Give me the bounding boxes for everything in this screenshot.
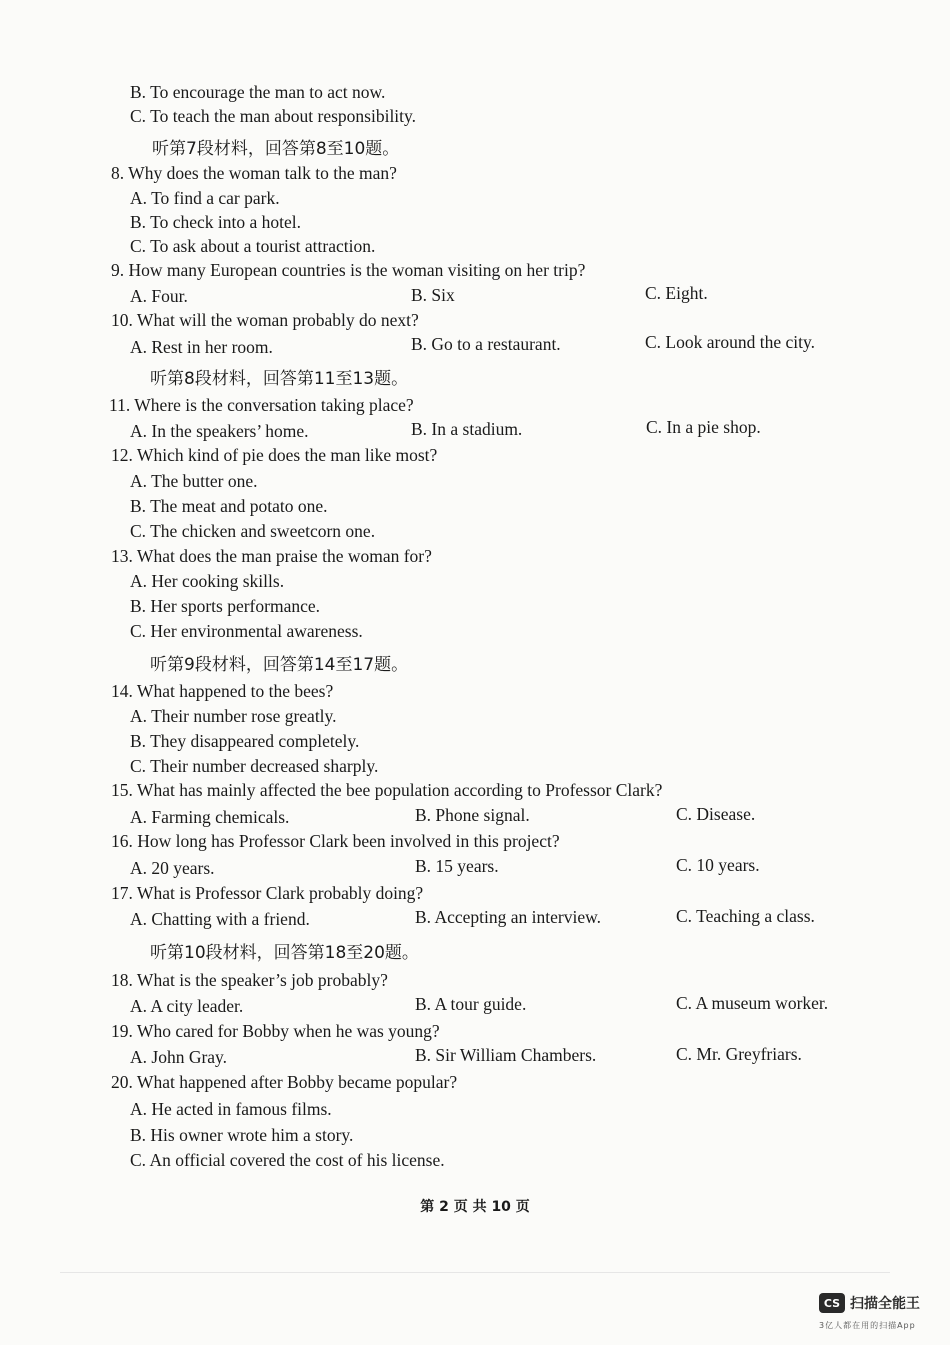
q9-option-a: A. Four. bbox=[130, 286, 188, 306]
q10-option-a: A. Rest in her room. bbox=[130, 337, 273, 357]
q8-option-a: A. To find a car park. bbox=[130, 188, 280, 208]
q20-stem: 20. What happened after Bobby became popular? bbox=[111, 1072, 458, 1092]
q17-stem: 17. What is Professor Clark probably doing? bbox=[111, 883, 424, 903]
q9-option-b: B. Six bbox=[411, 285, 455, 305]
scanner-watermark-logo bbox=[819, 1293, 920, 1313]
q11-option-c: C. In a pie shop. bbox=[646, 417, 761, 437]
section-9-heading: 听第9段材料，回答第14至17题。 bbox=[150, 655, 409, 675]
q8-option-c: C. To ask about a tourist attraction. bbox=[130, 236, 376, 256]
q12-option-b: B. The meat and potato one. bbox=[130, 496, 328, 516]
q12-option-a: A. The butter one. bbox=[130, 471, 258, 491]
q18-stem: 18. What is the speaker’s job probably? bbox=[111, 970, 388, 990]
q17-option-c: C. Teaching a class. bbox=[676, 906, 815, 926]
q11-stem: 11. Where is the conversation taking place? bbox=[109, 395, 414, 415]
page-number: 第 2 页 共 10 页 bbox=[420, 1199, 530, 1215]
q12-stem: 12. Which kind of pie does the man like most? bbox=[111, 445, 438, 465]
q16-option-b: B. 15 years. bbox=[415, 856, 499, 876]
q9-option-c: C. Eight. bbox=[645, 283, 708, 303]
q16-option-c: C. 10 years. bbox=[676, 855, 760, 875]
footer-divider bbox=[60, 1272, 890, 1273]
section-10-heading: 听第10段材料，回答第18至20题。 bbox=[150, 943, 419, 963]
q14-option-b: B. They disappeared completely. bbox=[130, 731, 360, 751]
q8-stem: 8. Why does the woman talk to the man? bbox=[111, 163, 397, 183]
section-7-heading: 听第7段材料，回答第8至10题。 bbox=[152, 139, 400, 159]
q20-option-c: C. An official covered the cost of his license. bbox=[130, 1150, 445, 1170]
q7-option-c: C. To teach the man about responsibility. bbox=[130, 106, 417, 126]
q19-option-c: C. Mr. Greyfriars. bbox=[676, 1044, 802, 1064]
q20-option-a: A. He acted in famous films. bbox=[130, 1099, 332, 1119]
q7-option-b: B. To encourage the man to act now. bbox=[130, 82, 386, 102]
q15-option-b: B. Phone signal. bbox=[415, 805, 530, 825]
q10-option-b: B. Go to a restaurant. bbox=[411, 334, 561, 354]
q19-option-b: B. Sir William Chambers. bbox=[415, 1045, 597, 1065]
q13-option-a: A. Her cooking skills. bbox=[130, 571, 285, 591]
q17-option-b: B. Accepting an interview. bbox=[415, 907, 601, 927]
q11-option-b: B. In a stadium. bbox=[411, 419, 523, 439]
q10-option-c: C. Look around the city. bbox=[645, 332, 815, 352]
q18-option-b: B. A tour guide. bbox=[415, 994, 527, 1014]
q17-option-a: A. Chatting with a friend. bbox=[130, 909, 310, 929]
q16-stem: 16. How long has Professor Clark been involved in this project? bbox=[111, 831, 560, 851]
logo-tagline: 3亿人都在用的扫描App bbox=[819, 1321, 916, 1330]
q12-option-c: C. The chicken and sweetcorn one. bbox=[130, 521, 376, 541]
q14-option-a: A. Their number rose greatly. bbox=[130, 706, 337, 726]
q15-option-a: A. Farming chemicals. bbox=[130, 807, 290, 827]
q14-option-c: C. Their number decreased sharply. bbox=[130, 756, 379, 776]
q19-stem: 19. Who cared for Bobby when he was young? bbox=[111, 1021, 440, 1041]
q16-option-a: A. 20 years. bbox=[130, 858, 215, 878]
q18-option-a: A. A city leader. bbox=[130, 996, 244, 1016]
q15-stem: 15. What has mainly affected the bee population according to Professor Clark? bbox=[111, 780, 663, 800]
logo-name: 扫描全能王 bbox=[850, 1296, 920, 1312]
q8-option-b: B. To check into a hotel. bbox=[130, 212, 301, 232]
camscanner-icon: CS bbox=[819, 1293, 845, 1313]
q10-stem: 10. What will the woman probably do next? bbox=[111, 310, 419, 330]
q11-option-a: A. In the speakers’ home. bbox=[130, 421, 309, 441]
q9-stem: 9. How many European countries is the woman visiting on her trip? bbox=[111, 260, 586, 280]
q19-option-a: A. John Gray. bbox=[130, 1047, 228, 1067]
section-8-heading: 听第8段材料，回答第11至13题。 bbox=[150, 369, 409, 389]
q15-option-c: C. Disease. bbox=[676, 804, 756, 824]
q13-option-c: C. Her environmental awareness. bbox=[130, 621, 363, 641]
q18-option-c: C. A museum worker. bbox=[676, 993, 829, 1013]
q14-stem: 14. What happened to the bees? bbox=[111, 681, 334, 701]
q20-option-b: B. His owner wrote him a story. bbox=[130, 1125, 354, 1145]
q13-stem: 13. What does the man praise the woman for? bbox=[111, 546, 432, 566]
q13-option-b: B. Her sports performance. bbox=[130, 596, 321, 616]
